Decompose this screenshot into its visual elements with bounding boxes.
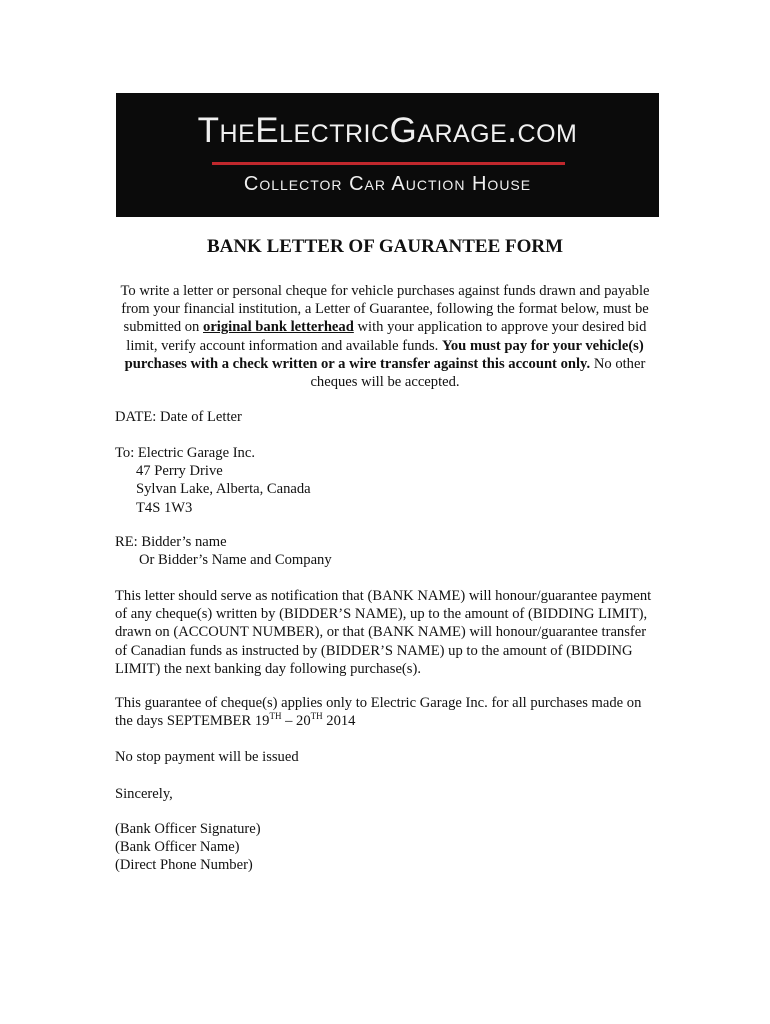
address-line: T4S 1W3 bbox=[136, 499, 193, 516]
guarantee-paragraph bbox=[115, 694, 660, 730]
guarantee-text: This guarantee of cheque(s) applies only to Electric Garage Inc. for all purchases made on the days SEPTEMBER 19 bbox=[115, 695, 642, 730]
recipient-address bbox=[115, 444, 660, 517]
ordinal-suffix: TH bbox=[310, 711, 323, 722]
letterhead-emphasis: original bank letterhead bbox=[203, 319, 354, 336]
signature-line: (Bank Officer Name) bbox=[115, 839, 240, 856]
guarantee-dash: – 20 bbox=[281, 713, 311, 730]
payment-requirement: You must pay for your vehicle(s) purchases with a check written or a wire transfer against this account only. bbox=[124, 337, 644, 372]
re-bidder-company: Or Bidder’s Name and Company bbox=[139, 552, 332, 569]
intro-text-3: No other cheques will be accepted. bbox=[310, 355, 646, 391]
intro-paragraph bbox=[111, 282, 659, 391]
re-bidder-name: RE: Bidder’s name bbox=[115, 534, 227, 550]
company-logo bbox=[116, 93, 659, 217]
intro-text-2: with your application to approve your desired bid limit, verify account information and available funds. bbox=[126, 319, 647, 354]
intro-text: To write a letter or personal cheque for vehicle purchases against funds drawn and payable from your financial institution, a Letter of Guarantee, following the format below, must be submitted on bbox=[120, 283, 650, 336]
logo-title: TheElectricGarage.com bbox=[197, 111, 578, 150]
signature-block bbox=[115, 820, 660, 875]
logo-divider bbox=[212, 162, 565, 165]
address-line: Sylvan Lake, Alberta, Canada bbox=[136, 481, 311, 498]
closing: Sincerely, bbox=[115, 786, 173, 802]
signature-line: (Direct Phone Number) bbox=[115, 857, 253, 874]
notification-paragraph: This letter should serve as notification that (BANK NAME) will honour/guarantee payment of any cheque(s) written by (BIDDER’S NAME), up to the amount of (BIDDING LIMIT), drawn on (ACCOUNT NUMBER), or that (BANK NAME) will honour/guarantee transfer of Canadian funds as instructed by (BIDDER’S NAME) up to the amount of (BIDDING LIMIT) the next banking day following purchase(s). bbox=[115, 588, 652, 677]
document-title: BANK LETTER OF GAURANTEE FORM bbox=[206, 236, 564, 257]
no-stop-payment: No stop payment will be issued bbox=[115, 749, 299, 765]
logo-subtitle: Collector Car Auction House bbox=[243, 173, 532, 195]
signature-line: (Bank Officer Signature) bbox=[115, 821, 261, 837]
guarantee-year: 2014 bbox=[322, 713, 356, 730]
date-line: DATE: Date of Letter bbox=[115, 409, 242, 425]
ordinal-suffix: TH bbox=[269, 711, 282, 722]
re-line bbox=[115, 533, 660, 569]
address-line: 47 Perry Drive bbox=[136, 463, 223, 480]
recipient-name: To: Electric Garage Inc. bbox=[115, 445, 255, 461]
